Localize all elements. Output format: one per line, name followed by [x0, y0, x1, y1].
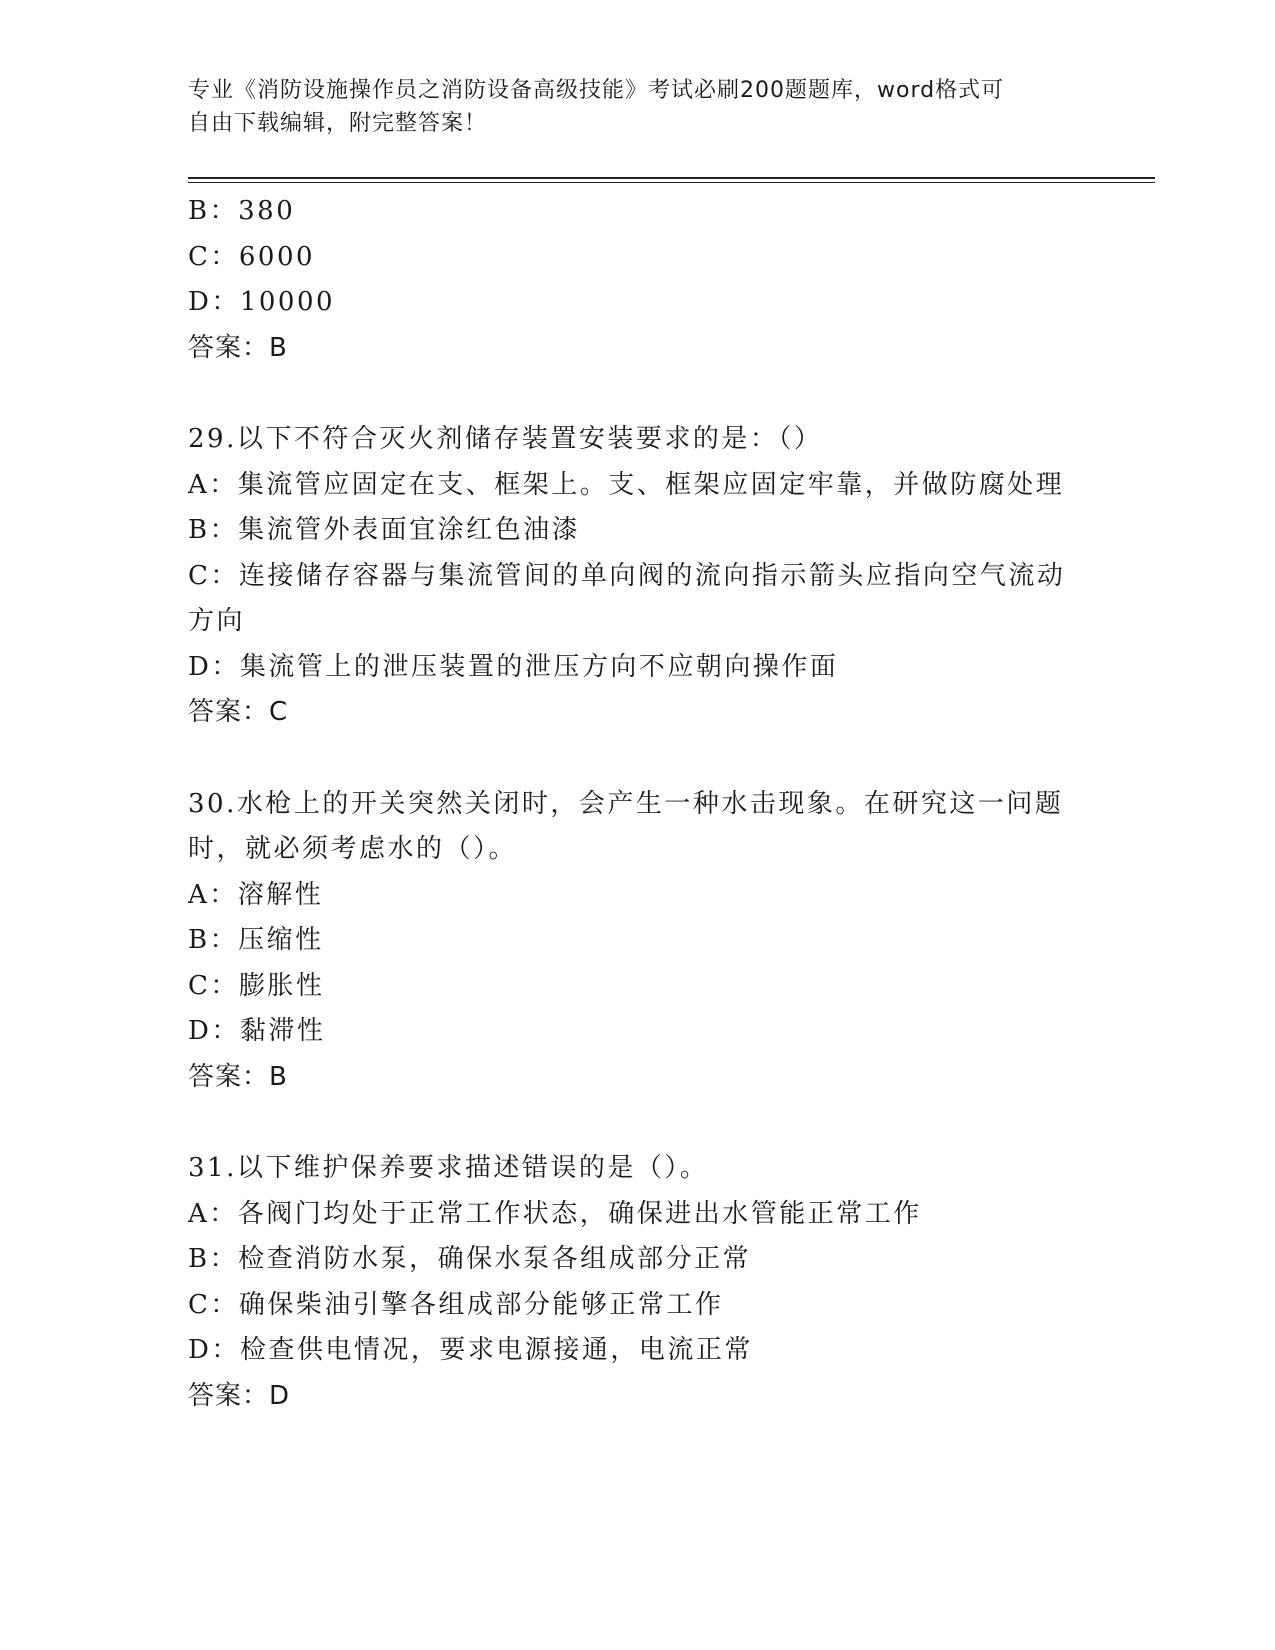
q30-option-b: B：压缩性: [188, 925, 324, 955]
q29-question: 29.以下不符合灭火剂储存装置安装要求的是：（）: [188, 424, 823, 454]
prev-answer: 答案：B: [188, 332, 288, 363]
q30-option-a: A：溶解性: [188, 879, 324, 910]
prev-option-d: D：10000: [188, 287, 336, 317]
document-header: [188, 74, 1068, 140]
q31-option-c: C：确保柴油引擎各组成部分能够正常工作: [188, 1289, 724, 1320]
q29-option-d: D：集流管上的泄压装置的泄压方向不应朝向操作面: [188, 651, 839, 682]
header-line-2: 自由下载编辑，附完整答案！: [188, 111, 488, 136]
prev-option-c: C：6000: [188, 241, 316, 272]
header-line-1: 专业《消防设施操作员之消防设备高级技能》考试必刷200题题库，word格式可: [188, 78, 1005, 103]
q30-option-d: D：黏滞性: [188, 1016, 326, 1046]
question-content: [188, 189, 1088, 1419]
prev-option-b: B：380: [188, 196, 296, 226]
q29-option-c-line2: 方向: [188, 606, 246, 636]
header-divider-thick: [188, 177, 1155, 179]
q30-question-line2: 时，就必须考虑水的（）。: [188, 834, 518, 864]
header-divider-thin: [188, 182, 1155, 183]
q30-question-line1: 30.水枪上的开关突然关闭时，会产生一种水击现象。在研究这一问题: [188, 788, 1064, 819]
q31-option-d: D：检查供电情况，要求电源接通，电流正常: [188, 1335, 753, 1365]
q30-option-c: C：膨胀性: [188, 970, 325, 1001]
q31-answer: 答案：D: [188, 1380, 291, 1411]
q29-answer: 答案：C: [188, 697, 289, 727]
q30-answer: 答案：B: [188, 1061, 288, 1092]
q29-option-a: A：集流管应固定在支、框架上。支、框架应固定牢靠，并做防腐处理: [188, 469, 1065, 500]
q31-option-b: B：检查消防水泵，确保水泵各组成部分正常: [188, 1244, 752, 1274]
q31-option-a: A：各阀门均处于正常工作状态，确保进出水管能正常工作: [188, 1198, 922, 1229]
q29-option-b: B：集流管外表面宜涂红色油漆: [188, 515, 581, 545]
q31-question: 31.以下维护保养要求描述错误的是（）。: [188, 1153, 709, 1183]
q29-option-c-line1: C：连接储存容器与集流管间的单向阀的流向指示箭头应指向空气流动: [188, 560, 1066, 591]
